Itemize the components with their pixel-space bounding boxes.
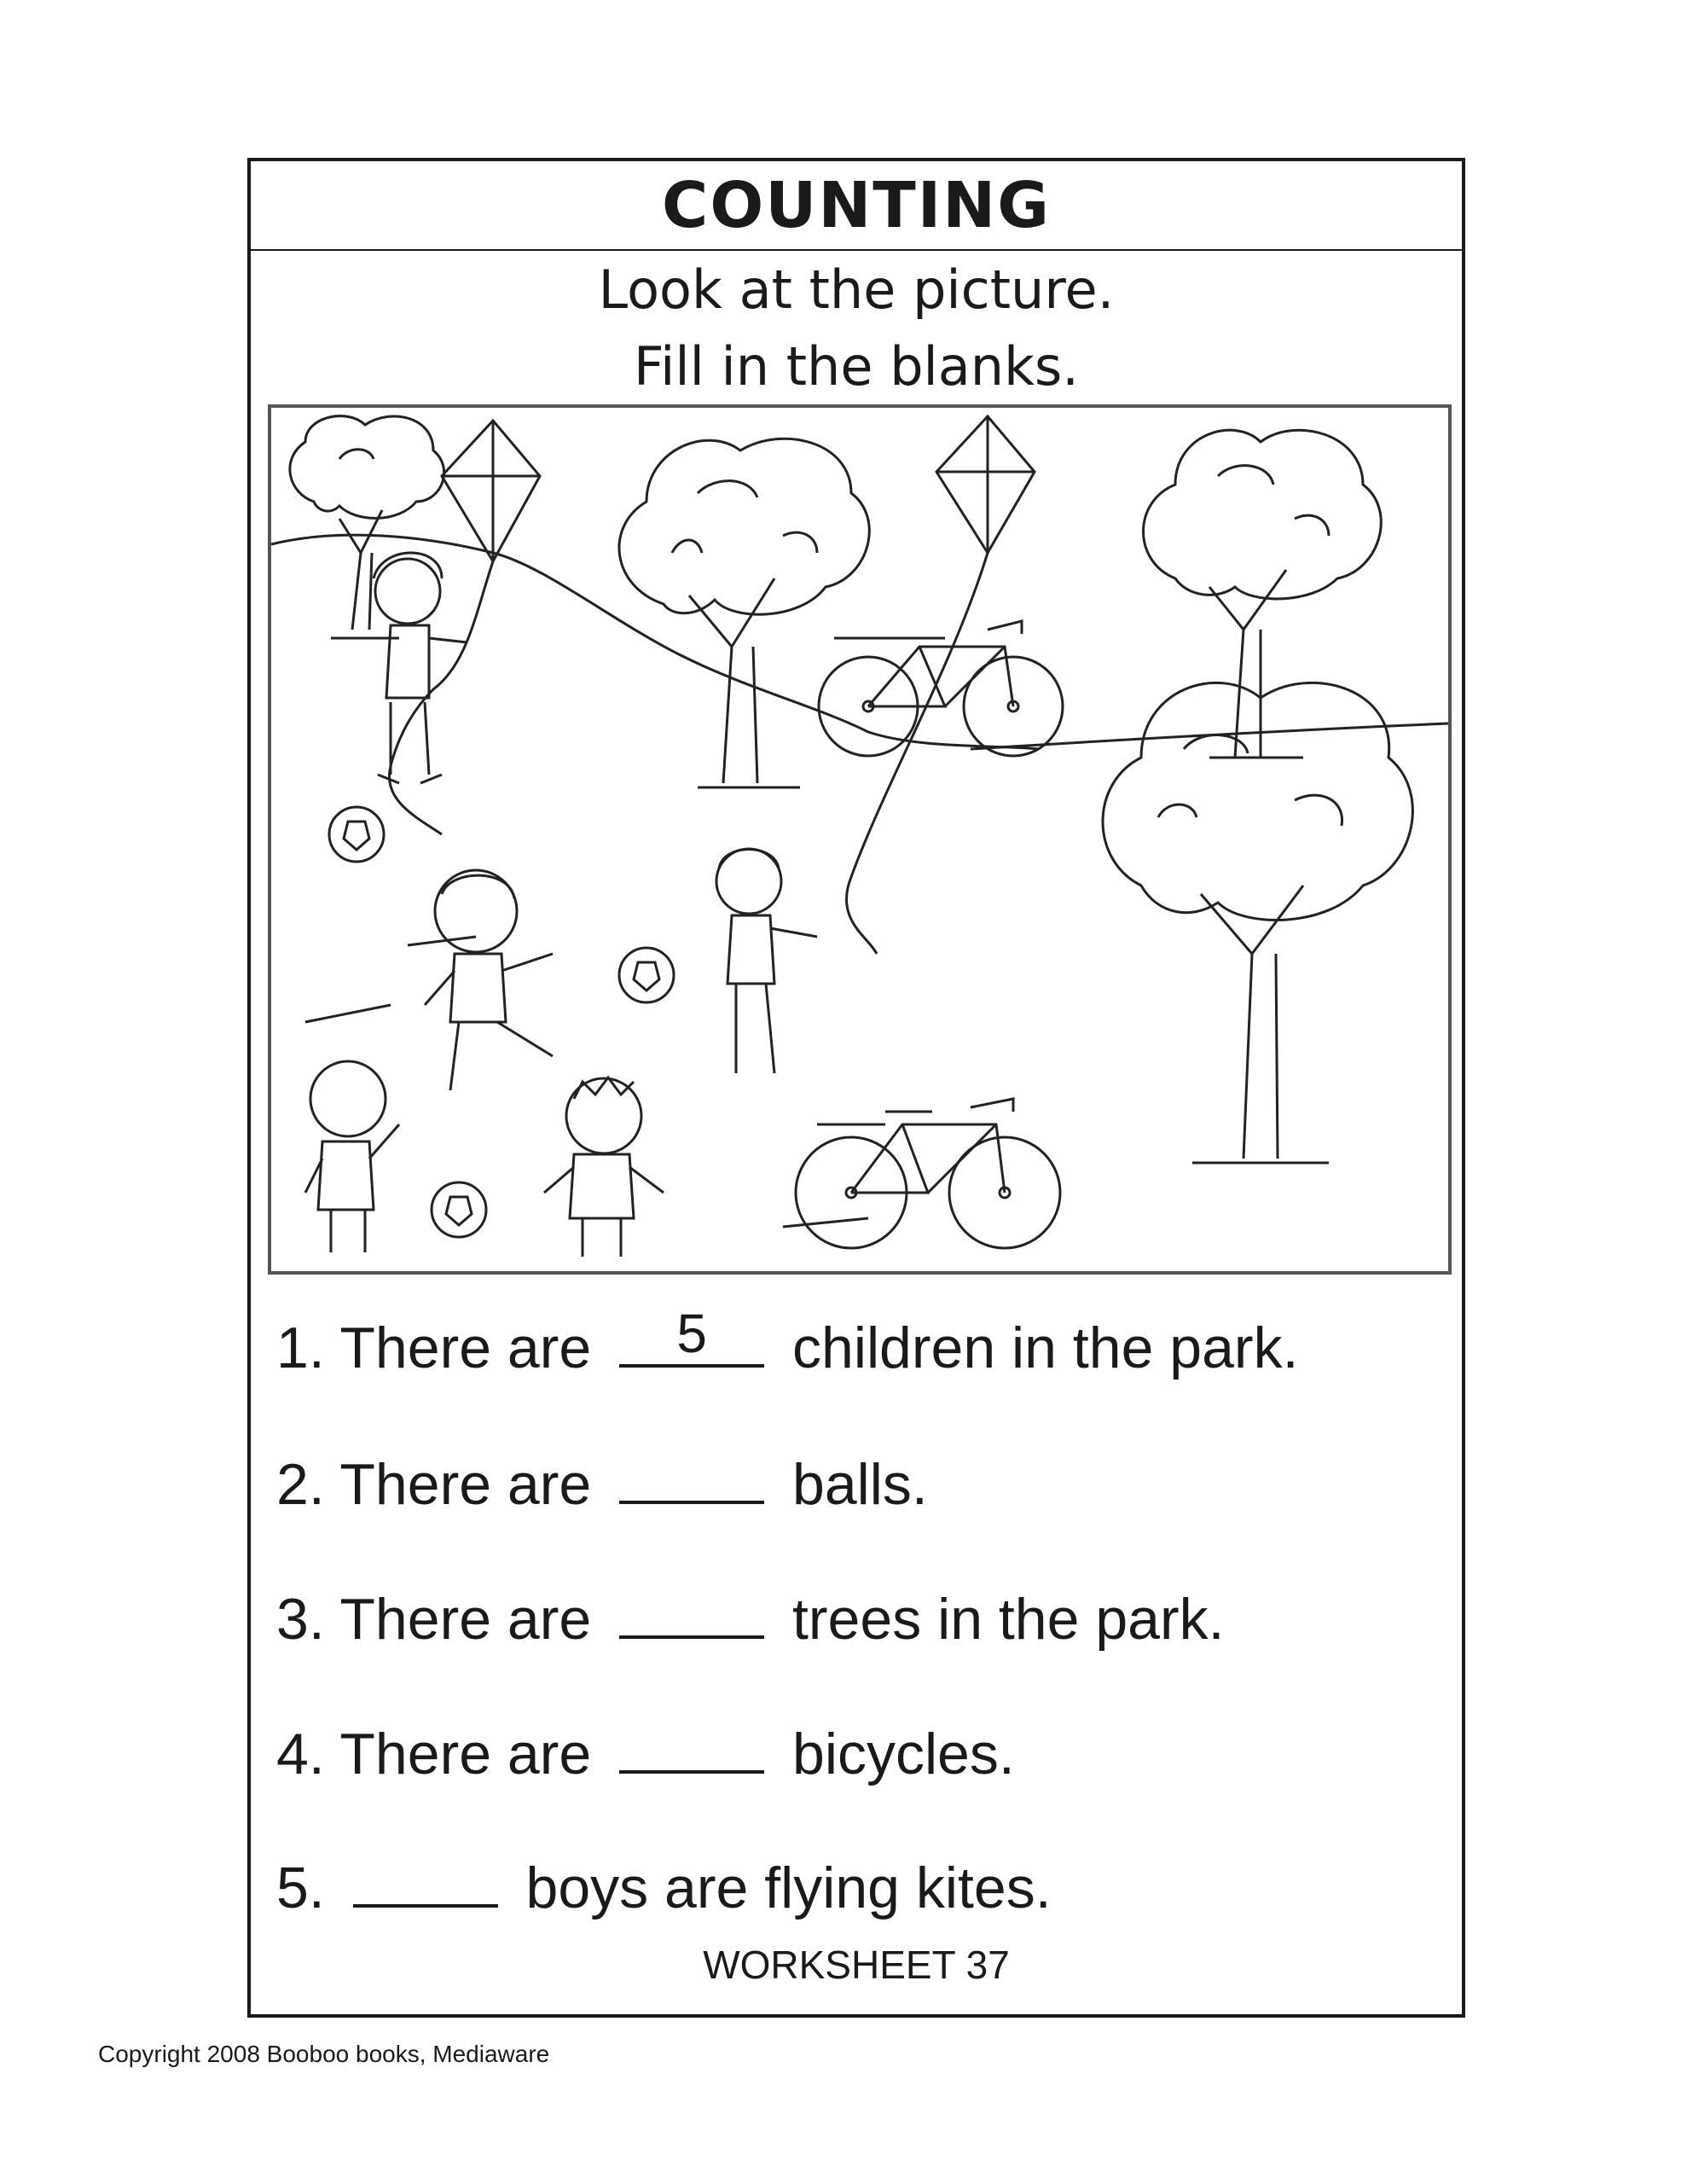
kite-icon xyxy=(846,416,1035,954)
question-text-before: There are xyxy=(339,1452,592,1517)
question-text-after: children in the park. xyxy=(792,1316,1299,1380)
question-number: 5. xyxy=(276,1856,325,1920)
bicycle-icon xyxy=(796,1099,1060,1248)
answer-blank[interactable] xyxy=(619,1586,764,1639)
question-text-after: boys are flying kites. xyxy=(525,1856,1052,1920)
question-5 xyxy=(276,1855,1052,1920)
question-text-before: There are xyxy=(339,1587,592,1652)
question-text-before: There are xyxy=(339,1316,592,1380)
answer-blank[interactable] xyxy=(353,1855,498,1908)
question-text-before: There are xyxy=(339,1722,592,1786)
question-number: 1. xyxy=(276,1316,325,1380)
question-4 xyxy=(276,1721,1015,1786)
ball-icon xyxy=(619,948,674,1002)
ball-icon xyxy=(329,807,384,862)
question-number: 2. xyxy=(276,1452,325,1517)
child-icon xyxy=(544,1077,664,1257)
question-number: 3. xyxy=(276,1587,325,1652)
tree-icon xyxy=(290,416,444,638)
ball-icon xyxy=(432,1182,486,1237)
answer-blank[interactable] xyxy=(619,1721,764,1774)
child-icon xyxy=(425,870,553,1090)
tree-icon xyxy=(1103,682,1412,1163)
child-icon xyxy=(305,1061,399,1252)
tree-icon xyxy=(619,439,869,787)
worksheet-title: COUNTING xyxy=(251,161,1462,251)
kite-icon xyxy=(389,421,540,834)
worksheet-frame xyxy=(247,158,1465,2018)
copyright-notice: Copyright 2008 Booboo books, Mediaware xyxy=(98,2041,550,2067)
question-2 xyxy=(276,1451,928,1517)
child-icon xyxy=(716,849,817,1073)
question-number: 4. xyxy=(276,1722,325,1786)
instruction-line-1: Look at the picture. xyxy=(598,258,1115,321)
question-text-after: bicycles. xyxy=(792,1722,1015,1786)
worksheet-label: WORKSHEET 37 xyxy=(703,1943,1010,1987)
tree-icon xyxy=(1144,430,1382,758)
answer-blank[interactable] xyxy=(619,1451,764,1504)
question-1 xyxy=(276,1303,1299,1380)
instruction-line-2: Fill in the blanks. xyxy=(633,335,1079,398)
question-text-after: trees in the park. xyxy=(792,1587,1225,1652)
park-illustration xyxy=(268,404,1452,1275)
question-3 xyxy=(276,1586,1225,1652)
answer-blank[interactable] xyxy=(619,1303,764,1368)
question-text-after: balls. xyxy=(792,1452,928,1517)
answer-value: 5 xyxy=(676,1303,707,1364)
bicycle-icon xyxy=(819,621,1063,756)
